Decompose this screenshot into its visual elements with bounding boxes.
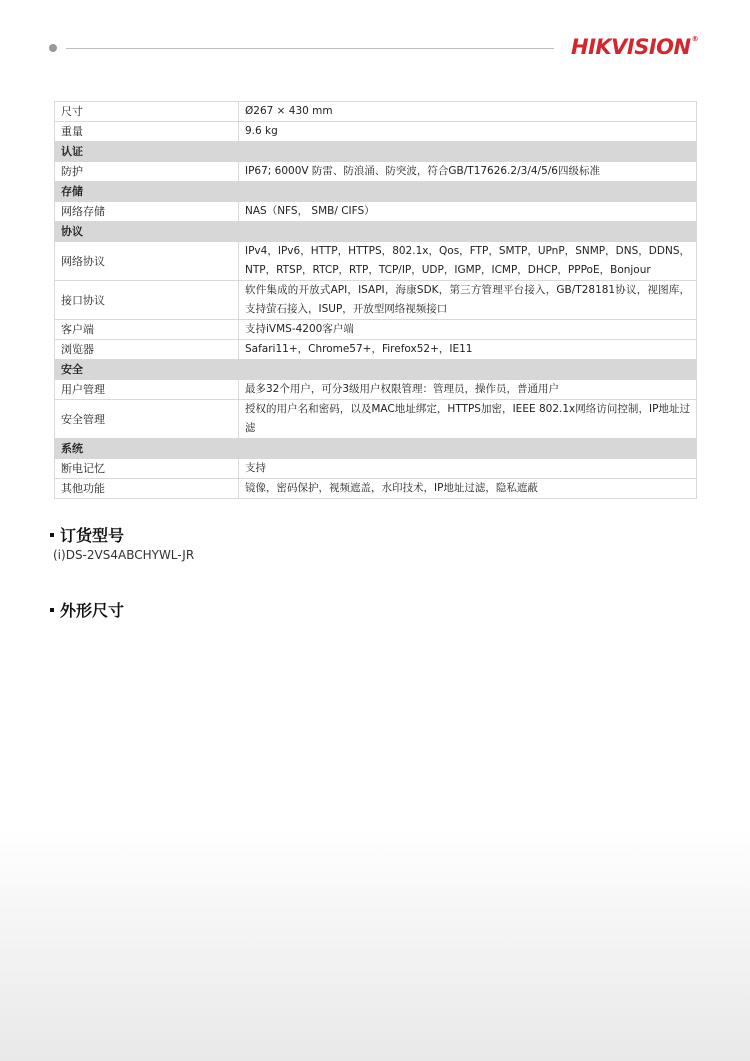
dimensions-heading: 外形尺寸 xyxy=(50,598,124,621)
section-header: 认证 xyxy=(55,142,697,162)
spec-value: Safari11+，Chrome57+，Firefox52+，IE11 xyxy=(239,340,697,360)
section-header: 存储 xyxy=(55,182,697,202)
header-rule xyxy=(66,48,554,49)
table-row xyxy=(55,281,697,320)
spec-key: 尺寸 xyxy=(55,102,239,122)
header-dot xyxy=(49,44,57,52)
table-row xyxy=(55,459,697,479)
spec-value: NAS（NFS， SMB/ CIFS） xyxy=(239,202,697,222)
section-header-row xyxy=(55,222,697,242)
spec-value: 软件集成的开放式API，ISAPI，海康SDK，第三方管理平台接入，GB/T28181协议，视图库，支持萤石接入，ISUP，开放型网络视频接口 xyxy=(239,281,697,320)
spec-key: 网络存储 xyxy=(55,202,239,222)
table-row xyxy=(55,320,697,340)
table-row xyxy=(55,202,697,222)
table-row xyxy=(55,122,697,142)
section-header-row xyxy=(55,439,697,459)
spec-key: 用户管理 xyxy=(55,380,239,400)
spec-table xyxy=(54,101,697,499)
spec-key: 重量 xyxy=(55,122,239,142)
spec-key: 安全管理 xyxy=(55,400,239,439)
table-row xyxy=(55,479,697,499)
bullet-icon xyxy=(50,533,54,537)
spec-value: 支持iVMS-4200客户端 xyxy=(239,320,697,340)
spec-value: 支持 xyxy=(239,459,697,479)
spec-key: 防护 xyxy=(55,162,239,182)
spec-value: Ø267 × 430 mm xyxy=(239,102,697,122)
spec-value: 授权的用户名和密码，以及MAC地址绑定，HTTPS加密，IEEE 802.1x网络访问控制，IP地址过滤 xyxy=(239,400,697,439)
table-row xyxy=(55,102,697,122)
table-row xyxy=(55,340,697,360)
section-header: 安全 xyxy=(55,360,697,380)
table-row xyxy=(55,400,697,439)
spec-key: 客户端 xyxy=(55,320,239,340)
table-row xyxy=(55,162,697,182)
model-number: (i)DS-2VS4ABCHYWL-JR xyxy=(53,548,195,562)
section-header: 协议 xyxy=(55,222,697,242)
spec-key: 接口协议 xyxy=(55,281,239,320)
spec-key: 网络协议 xyxy=(55,242,239,281)
spec-value: 9.6 kg xyxy=(239,122,697,142)
spec-value: 镜像，密码保护，视频遮盖，水印技术，IP地址过滤，隐私遮蔽 xyxy=(239,479,697,499)
bullet-icon xyxy=(50,608,54,612)
section-header-row xyxy=(55,360,697,380)
table-row xyxy=(55,242,697,281)
spec-value: IPv4，IPv6，HTTP，HTTPS，802.1x，Qos，FTP，SMTP，UPnP，SNMP，DNS，DDNS，NTP，RTSP，RTCP，RTP，TCP/IP，UDP，IGMP，ICMP，DHCP，PPPoE，Bonjour xyxy=(239,242,697,281)
ordering-heading: 订货型号 xyxy=(50,523,124,546)
hikvision-logo: HIKVISION® xyxy=(571,35,699,59)
spec-value: 最多32个用户，可分3级用户权限管理：管理员，操作员，普通用户 xyxy=(239,380,697,400)
section-header-row xyxy=(55,142,697,162)
table-row xyxy=(55,380,697,400)
spec-key: 浏览器 xyxy=(55,340,239,360)
spec-value: IP67; 6000V 防雷、防浪涌、防突波，符合GB/T17626.2/3/4/5/6四级标准 xyxy=(239,162,697,182)
spec-key: 断电记忆 xyxy=(55,459,239,479)
spec-key: 其他功能 xyxy=(55,479,239,499)
section-header: 系统 xyxy=(55,439,697,459)
section-header-row xyxy=(55,182,697,202)
